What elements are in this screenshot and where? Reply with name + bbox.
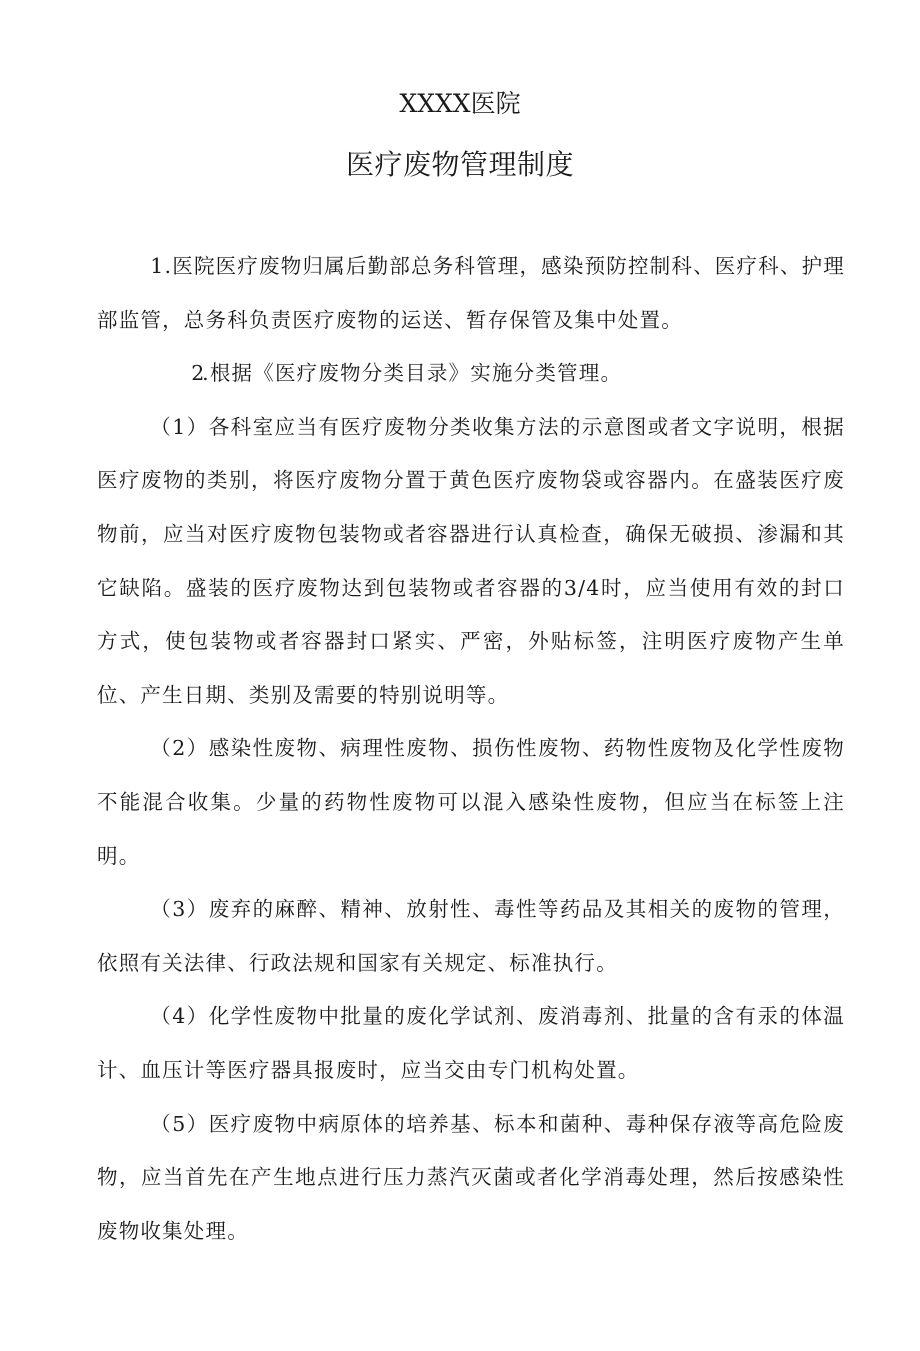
paragraph-2	[97, 347, 845, 401]
paragraph-item-4: （4）化学性废物中批量的废化学试剂、废消毒剂、批量的含有汞的体温计、血压计等医疗器具报废时，应当交由专门机构处置。	[97, 1004, 845, 1082]
paragraph-item-5: （5）医疗废物中病原体的培养基、标本和菌种、毒种保存液等高危险废物，应当首先在产生地点进行压力蒸汽灭菌或者化学消毒处理，然后按感染性废物收集处理。	[97, 1111, 845, 1243]
paragraph-2-text: .根据《医疗废物分类目录》实施分类管理。	[202, 361, 623, 386]
paragraph-item-2: （2）感染性废物、病理性废物、损伤性废物、药物性废物及化学性废物不能混合收集。少量的药物性废物可以混入感染性废物，但应当在标签上注明。	[97, 736, 845, 868]
paragraph-1: 1.医院医疗废物归属后勤部总务科管理，感染预防控制科、医疗科、护理部监管，总务科负责医疗废物的运送、暂存保管及集中处置。	[97, 254, 845, 332]
paragraph-item-1: （1）各科室应当有医疗废物分类收集方法的示意图或者文字说明，根据医疗废物的类别，将医疗废物分置于黄色医疗废物袋或容器内。在盛装医疗废物前，应当对医疗废物包装物或者容器进行认真检查，确保无破损、渗漏和其它缺陷。盛装的医疗废物达到包装物或者容器的3/4时，应当使用有效的封口方式，使包装物或者容器封口紧实、严密，外贴标签，注明医疗废物产生单位、产生日期、类别及需要的特别说明等。	[97, 414, 845, 707]
paragraph-2-number: 2	[191, 361, 206, 386]
hospital-name: XXXX医院	[399, 89, 521, 118]
paragraph-item-3: （3）废弃的麻醉、精神、放射性、毒性等药品及其相关的废物的管理，依照有关法律、行政法规和国家有关规定、标准执行。	[97, 897, 845, 975]
policy-body	[97, 240, 845, 1258]
policy-title: 医疗废物管理制度	[345, 148, 574, 181]
